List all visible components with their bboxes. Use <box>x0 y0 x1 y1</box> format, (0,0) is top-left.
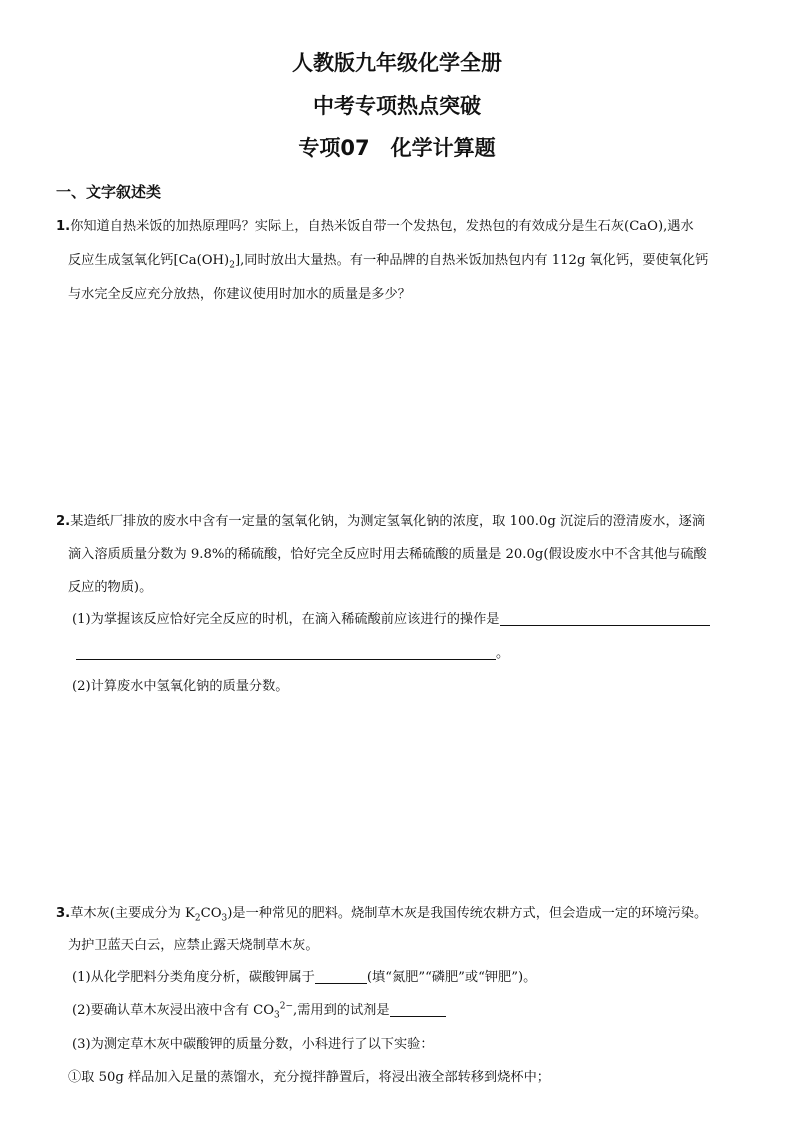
question-3-step-1: ①取 50g 样品加入足量的蒸馏水，充分搅拌静置后，将浸出液全部转移到烧杯中； <box>68 1070 550 1085</box>
answer-blank-3-2[interactable] <box>390 1002 446 1017</box>
question-2-part-1: (1)为掌握该反应恰好完全反应的时机，在滴入稀硫酸前应该进行的操作是 <box>72 611 710 629</box>
question-2-line-3: 反应的物质)。 <box>68 580 153 595</box>
question-2-part-2: (2)计算废水中氢氧化钠的质量分数。 <box>72 679 289 694</box>
question-2-part-1-cont: 。 <box>76 645 509 663</box>
question-2-number: 2. <box>56 514 71 529</box>
answer-blank-3-1[interactable] <box>315 969 367 984</box>
question-2-line-1: 2.某造纸厂排放的废水中含有一定量的氢氧化钠，为测定氢氧化钠的浓度，取 100.0g 沉淀后的澄清废水，逐滴 <box>56 514 706 529</box>
question-1-number: 1. <box>56 219 71 234</box>
doc-title: 人教版九年级化学全册 <box>292 51 502 75</box>
question-1-line-3: 与水完全反应充分放热，你建议使用时加水的质量是多少？ <box>68 287 411 302</box>
question-3-line-2: 为护卫蓝天白云，应禁止露天烧制草木灰。 <box>68 938 319 953</box>
question-1-line-1: 1.你知道自热米饭的加热原理吗？实际上，自热米饭自带一个发热包，发热包的有效成分是生石灰(CaO),遇水 <box>56 219 694 234</box>
question-3-line-1: 3.草木灰(主要成分为 $K_2CO_3$)是一种常见的肥料。烧制草木灰是我国传统农耕方式，但会造成一定的环境污染。 <box>56 906 708 924</box>
question-3-part-2: (2)要确认草木灰浸出液中含有 $CO_3^{2-}$,需用到的试剂是 <box>72 1002 446 1020</box>
question-3-part-3: (3)为测定草木灰中碳酸钾的质量分数，小科进行了以下实验： <box>72 1037 434 1052</box>
question-1-line-2: 反应生成氢氧化钙$[Ca(OH)_2]$,同时放出大量热。有一种品牌的自热米饭加热包内有 112g 氧化钙，要使氧化钙 <box>68 253 709 271</box>
question-2-line-2: 滴入溶质质量分数为 9.8%的稀硫酸，恰好完全反应时用去稀硫酸的质量是 20.0g(假设废水中不含其他与硫酸 <box>68 547 707 562</box>
doc-topic: 专项07 化学计算题 <box>298 136 496 160</box>
question-3-part-1: (1)从化学肥料分类角度分析，碳酸钾属于 (填“氮肥”“磷肥”或“钾肥”)。 <box>72 970 537 985</box>
question-3-number: 3. <box>56 906 71 921</box>
doc-subtitle: 中考专项热点突破 <box>313 94 481 118</box>
answer-blank-2-1a[interactable] <box>500 611 710 626</box>
answer-blank-2-1b[interactable] <box>76 645 496 660</box>
section-heading: 一、文字叙述类 <box>56 183 162 201</box>
